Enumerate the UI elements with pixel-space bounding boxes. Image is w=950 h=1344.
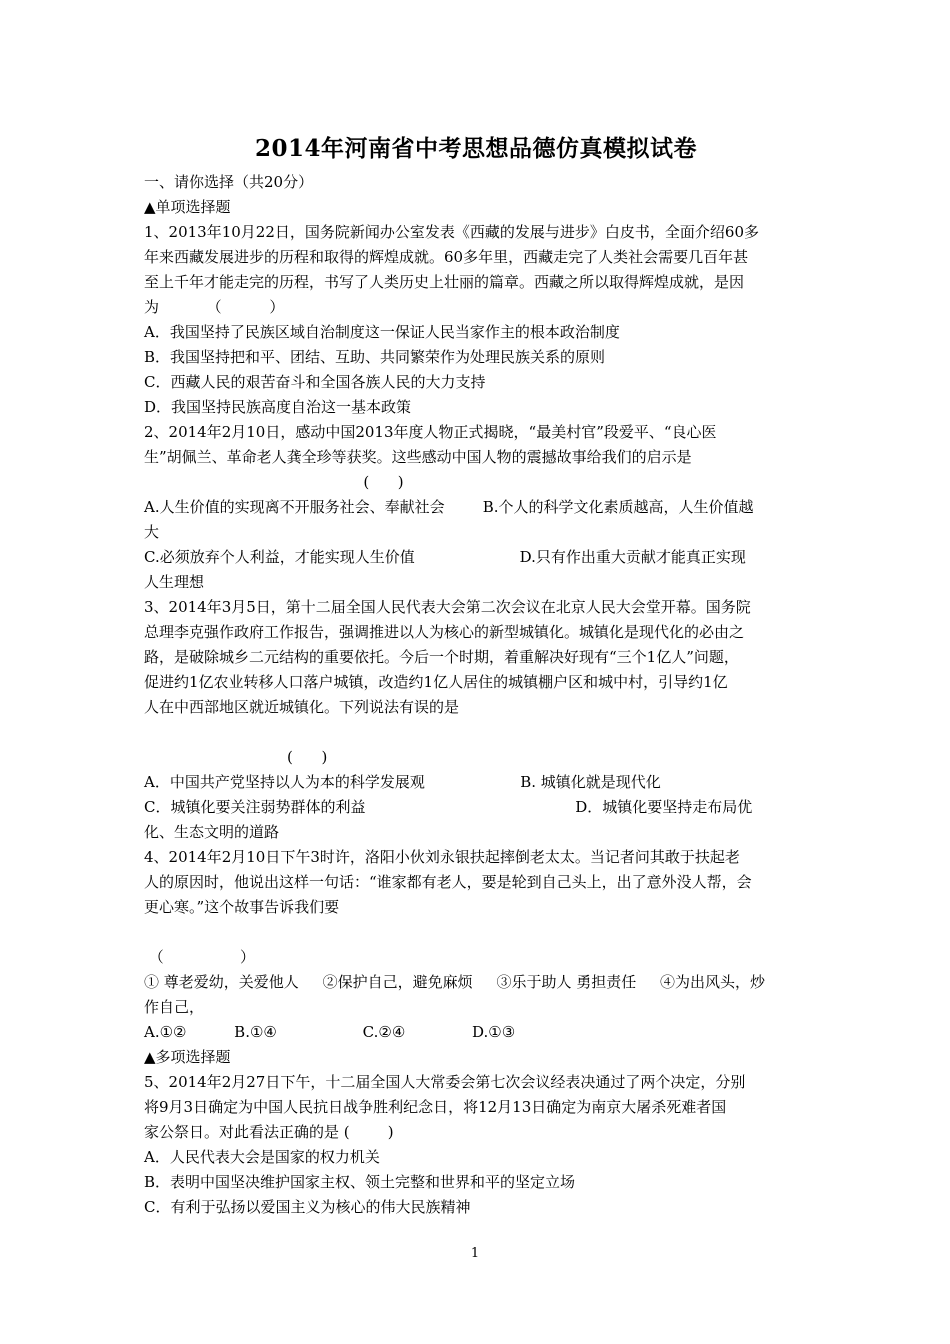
question-4 bbox=[144, 845, 808, 1045]
question-stem-line: 1、2013年10月22日，国务院新闻办公室发表《西藏的发展与进步》白皮书，全面介绍60多 bbox=[144, 223, 759, 241]
page-content bbox=[144, 132, 808, 1220]
question-5 bbox=[144, 1070, 808, 1220]
option-c: C．有利于弘扬以爱国主义为核心的伟大民族精神 bbox=[144, 1198, 471, 1216]
option-a: A．人民代表大会是国家的权力机关 bbox=[144, 1148, 380, 1166]
option-line: 化、生态文明的道路 bbox=[144, 823, 280, 841]
answer-paren: ( ) bbox=[144, 748, 328, 766]
question-stem-line: 至上千年才能走完的历程，书写了人类历史上壮丽的篇章。西藏之所以取得辉煌成就，是因 bbox=[144, 273, 745, 291]
question-1 bbox=[144, 220, 808, 420]
question-stem-line: 人的原因时，他说出这样一句话：“谁家都有老人，要是轮到自己头上，出了意外没人帮，会 bbox=[144, 873, 752, 891]
question-stem-line: 人在中西部地区就近城镇化。下列说法有误的是 bbox=[144, 698, 460, 716]
option-line: A.①② B.①④ C.②④ D.①③ bbox=[144, 1023, 516, 1041]
question-stem-line: 2、2014年2月10日，感动中国2013年度人物正式揭晓，“最美村官”段爱平、“良心医 bbox=[144, 423, 717, 441]
question-stem-line: 为 （ ） bbox=[144, 298, 285, 316]
answer-paren: （ ） bbox=[144, 948, 256, 966]
option-line: A.人生价值的实现离不开服务社会、奉献社会 B.个人的科学文化素质越高，人生价值越 bbox=[144, 498, 754, 516]
multi-choice-heading: ▲多项选择题 bbox=[144, 1048, 231, 1066]
question-stem-line: 促进约1亿农业转移人口落户城镇，改造约1亿人居住的城镇棚户区和城中村，引导约1亿 bbox=[144, 673, 728, 691]
option-b: B．表明中国坚决维护国家主权、领土完整和世界和平的坚定立场 bbox=[144, 1173, 576, 1191]
blank-line bbox=[144, 920, 808, 945]
question-2 bbox=[144, 420, 808, 595]
option-a: A．我国坚持了民族区域自治制度这一保证人民当家作主的根本政治制度 bbox=[144, 323, 620, 341]
question-stem-line: 生”胡佩兰、革命老人龚全珍等获奖。这些感动中国人物的震撼故事给我们的启示是 bbox=[144, 448, 692, 466]
option-line: C．城镇化要关注弱势群体的利益 D．城镇化要坚持走布局优 bbox=[144, 798, 753, 816]
question-stem-line: 总理李克强作政府工作报告，强调推进以人为核心的新型城镇化。城镇化是现代化的必由之 bbox=[144, 623, 745, 641]
option-d: D．我国坚持民族高度自治这一基本政策 bbox=[144, 398, 412, 416]
question-stem-line: 5、2014年2月27日下午，十二届全国人大常委会第七次会议经表决通过了两个决定，分别 bbox=[144, 1073, 746, 1091]
question-stem-line: 将9月3日确定为中国人民抗日战争胜利纪念日，将12月13日确定为南京大屠杀死难者国 bbox=[144, 1098, 727, 1116]
option-c: C．西藏人民的艰苦奋斗和全国各族人民的大力支持 bbox=[144, 373, 486, 391]
section-heading: 一、请你选择（共20分） bbox=[144, 173, 314, 191]
question-stem-line: 更心寒。”这个故事告诉我们要 bbox=[144, 898, 340, 916]
single-choice-heading: ▲单项选择题 bbox=[144, 198, 231, 216]
answer-paren: ( ) bbox=[144, 473, 404, 491]
option-line: ① 尊老爱幼，关爱他人 ②保护自己，避免麻烦 ③乐于助人 勇担责任 ④为出风头，炒 bbox=[144, 973, 766, 991]
question-stem-line: 4、2014年2月10日下午3时许，洛阳小伙刘永银扶起摔倒老太太。当记者问其敢于扶起老 bbox=[144, 848, 740, 866]
question-stem-line: 家公祭日。对此看法正确的是 ( ) bbox=[144, 1123, 394, 1141]
question-3 bbox=[144, 595, 808, 845]
option-line: 人生理想 bbox=[144, 573, 205, 591]
question-stem-line: 3、2014年3月5日，第十二届全国人民代表大会第二次会议在北京人民大会堂开幕。国务院 bbox=[144, 598, 751, 616]
question-stem-line: 年来西藏发展进步的历程和取得的辉煌成就。60多年里，西藏走完了人类社会需要几百年甚 bbox=[144, 248, 749, 266]
blank-line bbox=[144, 720, 808, 745]
option-line: C.必须放弃个人利益，才能实现人生价值 D.只有作出重大贡献才能真正实现 bbox=[144, 548, 746, 566]
page-number: 1 bbox=[470, 1246, 480, 1261]
option-line: 大 bbox=[144, 523, 160, 541]
question-stem-line: 路，是破除城乡二元结构的重要依托。今后一个时期，着重解决好现有“三个1亿人”问题， bbox=[144, 648, 739, 666]
option-line: A．中国共产党坚持以人为本的科学发展观 B. 城镇化就是现代化 bbox=[144, 773, 661, 791]
option-line: 作自己， bbox=[144, 998, 205, 1016]
exam-title: 2014年河南省中考思想品德仿真模拟试卷 bbox=[254, 135, 697, 162]
option-b: B．我国坚持把和平、团结、互助、共同繁荣作为处理民族关系的原则 bbox=[144, 348, 606, 366]
